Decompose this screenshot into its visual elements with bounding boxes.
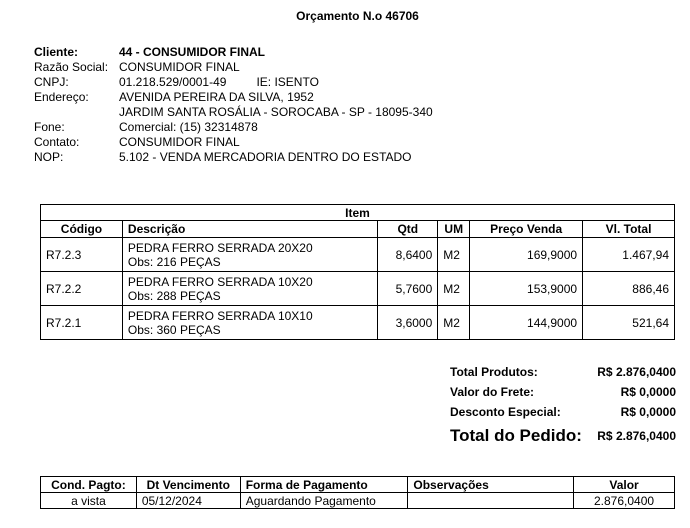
payment-header-row	[41, 477, 675, 493]
items-header-row	[41, 221, 675, 238]
fone-label: Fone:	[34, 120, 65, 134]
fone-row	[34, 120, 433, 135]
document-title: Orçamento N.o 46706	[296, 9, 419, 23]
item-qty: 5,7600	[378, 272, 438, 306]
client-label: Cliente:	[34, 45, 79, 59]
desconto-value: R$ 0,0000	[620, 405, 676, 419]
frete-row	[450, 382, 676, 402]
item-name: PEDRA FERRO SERRADA 10X10	[127, 308, 313, 323]
frete-label: Valor do Frete:	[450, 385, 535, 399]
item-code: R7.2.2	[41, 272, 123, 306]
item-code: R7.2.1	[41, 306, 123, 340]
payment-vencimento: 05/12/2024	[136, 493, 240, 509]
contato-value: CONSUMIDOR FINAL	[119, 135, 240, 149]
item-description	[122, 306, 377, 340]
razao-value: CONSUMIDOR FINAL	[119, 60, 240, 74]
total-pedido-row	[450, 422, 676, 450]
col-cond-pagto: Cond. Pagto:	[41, 477, 137, 493]
desconto-label: Desconto Especial:	[450, 405, 561, 419]
frete-value: R$ 0,0000	[620, 385, 676, 399]
client-value: 44 - CONSUMIDOR FINAL	[119, 45, 266, 59]
totals-block	[450, 362, 676, 450]
item-unit: M2	[438, 272, 470, 306]
razao-row	[34, 60, 433, 75]
col-total: Vl. Total	[583, 221, 675, 238]
endereco-line1: AVENIDA PEREIRA DA SILVA, 1952	[119, 90, 314, 104]
nop-value: 5.102 - VENDA MERCADORIA DENTRO DO ESTADO	[119, 150, 412, 164]
total-produtos-label: Total Produtos:	[450, 365, 538, 379]
payment-forma: Aguardando Pagamento	[240, 493, 408, 509]
col-codigo: Código	[41, 221, 123, 238]
col-forma-pagamento: Forma de Pagamento	[240, 477, 408, 493]
item-price: 169,9000	[470, 238, 583, 272]
col-descricao: Descrição	[122, 221, 377, 238]
item-description	[122, 272, 377, 306]
contato-label: Contato:	[34, 135, 80, 149]
table-row	[41, 272, 675, 306]
items-caption: Item	[41, 205, 675, 221]
col-um: UM	[438, 221, 470, 238]
payment-cond: a vista	[41, 493, 137, 509]
client-info	[34, 45, 433, 165]
col-qtd: Qtd	[378, 221, 438, 238]
total-produtos-value: R$ 2.876,0400	[597, 365, 676, 379]
total-pedido-label: Total do Pedido:	[450, 426, 582, 445]
item-name: PEDRA FERRO SERRADA 10X20	[127, 274, 313, 289]
item-price: 153,9000	[470, 272, 583, 306]
contato-row	[34, 135, 433, 150]
item-obs: Obs: 216 PEÇAS	[127, 254, 221, 269]
cnpj-value: 01.218.529/0001-49	[119, 75, 227, 89]
total-pedido-value: R$ 2.876,0400	[597, 429, 676, 443]
col-valor: Valor	[574, 477, 675, 493]
endereco-label: Endereço:	[34, 90, 89, 104]
col-preco: Preço Venda	[470, 221, 583, 238]
endereco-row-2	[34, 105, 433, 120]
payment-table	[40, 476, 675, 509]
item-qty: 3,6000	[378, 306, 438, 340]
item-obs: Obs: 288 PEÇAS	[127, 288, 221, 303]
fone-value: Comercial: (15) 32314878	[119, 120, 258, 134]
item-description	[122, 238, 377, 272]
item-total: 1.467,94	[583, 238, 675, 272]
item-price: 144,9000	[470, 306, 583, 340]
desconto-row	[450, 402, 676, 422]
payment-valor: 2.876,0400	[574, 493, 675, 509]
razao-label: Razão Social:	[34, 60, 109, 74]
endereco-line2: JARDIM SANTA ROSÁLIA - SOROCABA - SP - 18095-340	[119, 105, 433, 119]
table-row	[41, 238, 675, 272]
cnpj-label: CNPJ:	[34, 75, 69, 89]
nop-label: NOP:	[34, 150, 64, 164]
item-code: R7.2.3	[41, 238, 123, 272]
cnpj-row	[34, 75, 433, 90]
item-unit: M2	[438, 238, 470, 272]
item-qty: 8,6400	[378, 238, 438, 272]
item-name: PEDRA FERRO SERRADA 20X20	[127, 240, 313, 255]
item-obs: Obs: 360 PEÇAS	[127, 322, 221, 337]
col-vencimento: Dt Vencimento	[136, 477, 240, 493]
payment-obs	[408, 493, 574, 509]
col-observacoes: Observações	[408, 477, 574, 493]
endereco-row	[34, 90, 433, 105]
ie-value: IE: ISENTO	[256, 75, 319, 89]
item-unit: M2	[438, 306, 470, 340]
nop-row	[34, 150, 433, 165]
table-row	[41, 306, 675, 340]
total-produtos-row	[450, 362, 676, 382]
items-table	[40, 204, 675, 340]
item-total: 886,46	[583, 272, 675, 306]
item-total: 521,64	[583, 306, 675, 340]
client-row	[34, 45, 433, 60]
table-row	[41, 493, 675, 509]
